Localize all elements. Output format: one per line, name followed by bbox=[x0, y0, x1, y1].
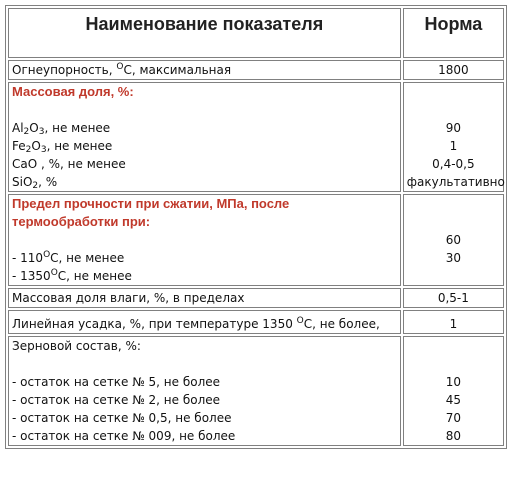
strength-value: 60 bbox=[445, 233, 462, 247]
grain-title: Зерновой состав, %: bbox=[12, 339, 141, 353]
grain-label bbox=[8, 336, 401, 446]
header-norm: Норма bbox=[403, 8, 504, 58]
shrinkage-label: Линейная усадка, %, при температуре 1350 $^О$С, не более, bbox=[8, 310, 401, 334]
strength-label bbox=[8, 194, 401, 286]
header-name: Наименование показателя bbox=[8, 8, 401, 58]
strength-values bbox=[403, 194, 504, 286]
mass-fraction-item: CaO , %, не менее bbox=[12, 157, 126, 171]
strength-item: - $1350^ОС$, не менее bbox=[12, 268, 132, 283]
mass-fraction-value: 0,4-0,5 bbox=[432, 157, 475, 171]
strength-value: 30 bbox=[445, 251, 462, 265]
grain-values bbox=[403, 336, 504, 446]
refractoriness-label: Огнеупорность, $^О$С, максимальная bbox=[8, 60, 401, 80]
row-shrinkage bbox=[8, 310, 504, 334]
mass-fraction-item: $Fe_2O_3$, не менее bbox=[12, 139, 113, 155]
grain-value: 80 bbox=[445, 429, 462, 443]
mass-fraction-label bbox=[8, 82, 401, 192]
moisture-label: Массовая доля влаги, %, в пределах bbox=[8, 288, 401, 308]
mass-fraction-value: 90 bbox=[445, 121, 462, 135]
grain-item: - остаток на сетке № 0,5, не более bbox=[12, 411, 232, 425]
mass-fraction-item: $Al_2O_3$, не менее bbox=[12, 121, 111, 137]
grain-item: - остаток на сетке № 5, не более bbox=[12, 375, 221, 389]
row-mass-fraction bbox=[8, 82, 504, 192]
grain-value: 10 bbox=[445, 375, 462, 389]
mass-fraction-title: Массовая доля, %: bbox=[12, 84, 134, 99]
mass-fraction-value: факультативно bbox=[406, 175, 505, 189]
shrinkage-value: 1 bbox=[403, 310, 504, 334]
grain-value: 45 bbox=[445, 393, 462, 407]
refractoriness-value: 1800 bbox=[403, 60, 504, 80]
grain-value: 70 bbox=[445, 411, 462, 425]
grain-item: - остаток на сетке № 009, не более bbox=[12, 429, 236, 443]
row-moisture bbox=[8, 288, 504, 308]
mass-fraction-value: 1 bbox=[449, 139, 458, 153]
moisture-value: 0,5-1 bbox=[403, 288, 504, 308]
strength-item: - $110^ОС$, не менее bbox=[12, 250, 125, 265]
header-row bbox=[8, 8, 504, 58]
strength-title: Предел прочности при сжатии, МПа, после термообработки при: bbox=[12, 196, 290, 229]
spec-table bbox=[5, 5, 507, 449]
mass-fraction-item: SiO$_2$, % bbox=[12, 175, 58, 191]
row-grain bbox=[8, 336, 504, 446]
grain-item: - остаток на сетке № 2, не более bbox=[12, 393, 221, 407]
row-refractoriness bbox=[8, 60, 504, 80]
row-strength bbox=[8, 194, 504, 286]
mass-fraction-values bbox=[403, 82, 504, 192]
